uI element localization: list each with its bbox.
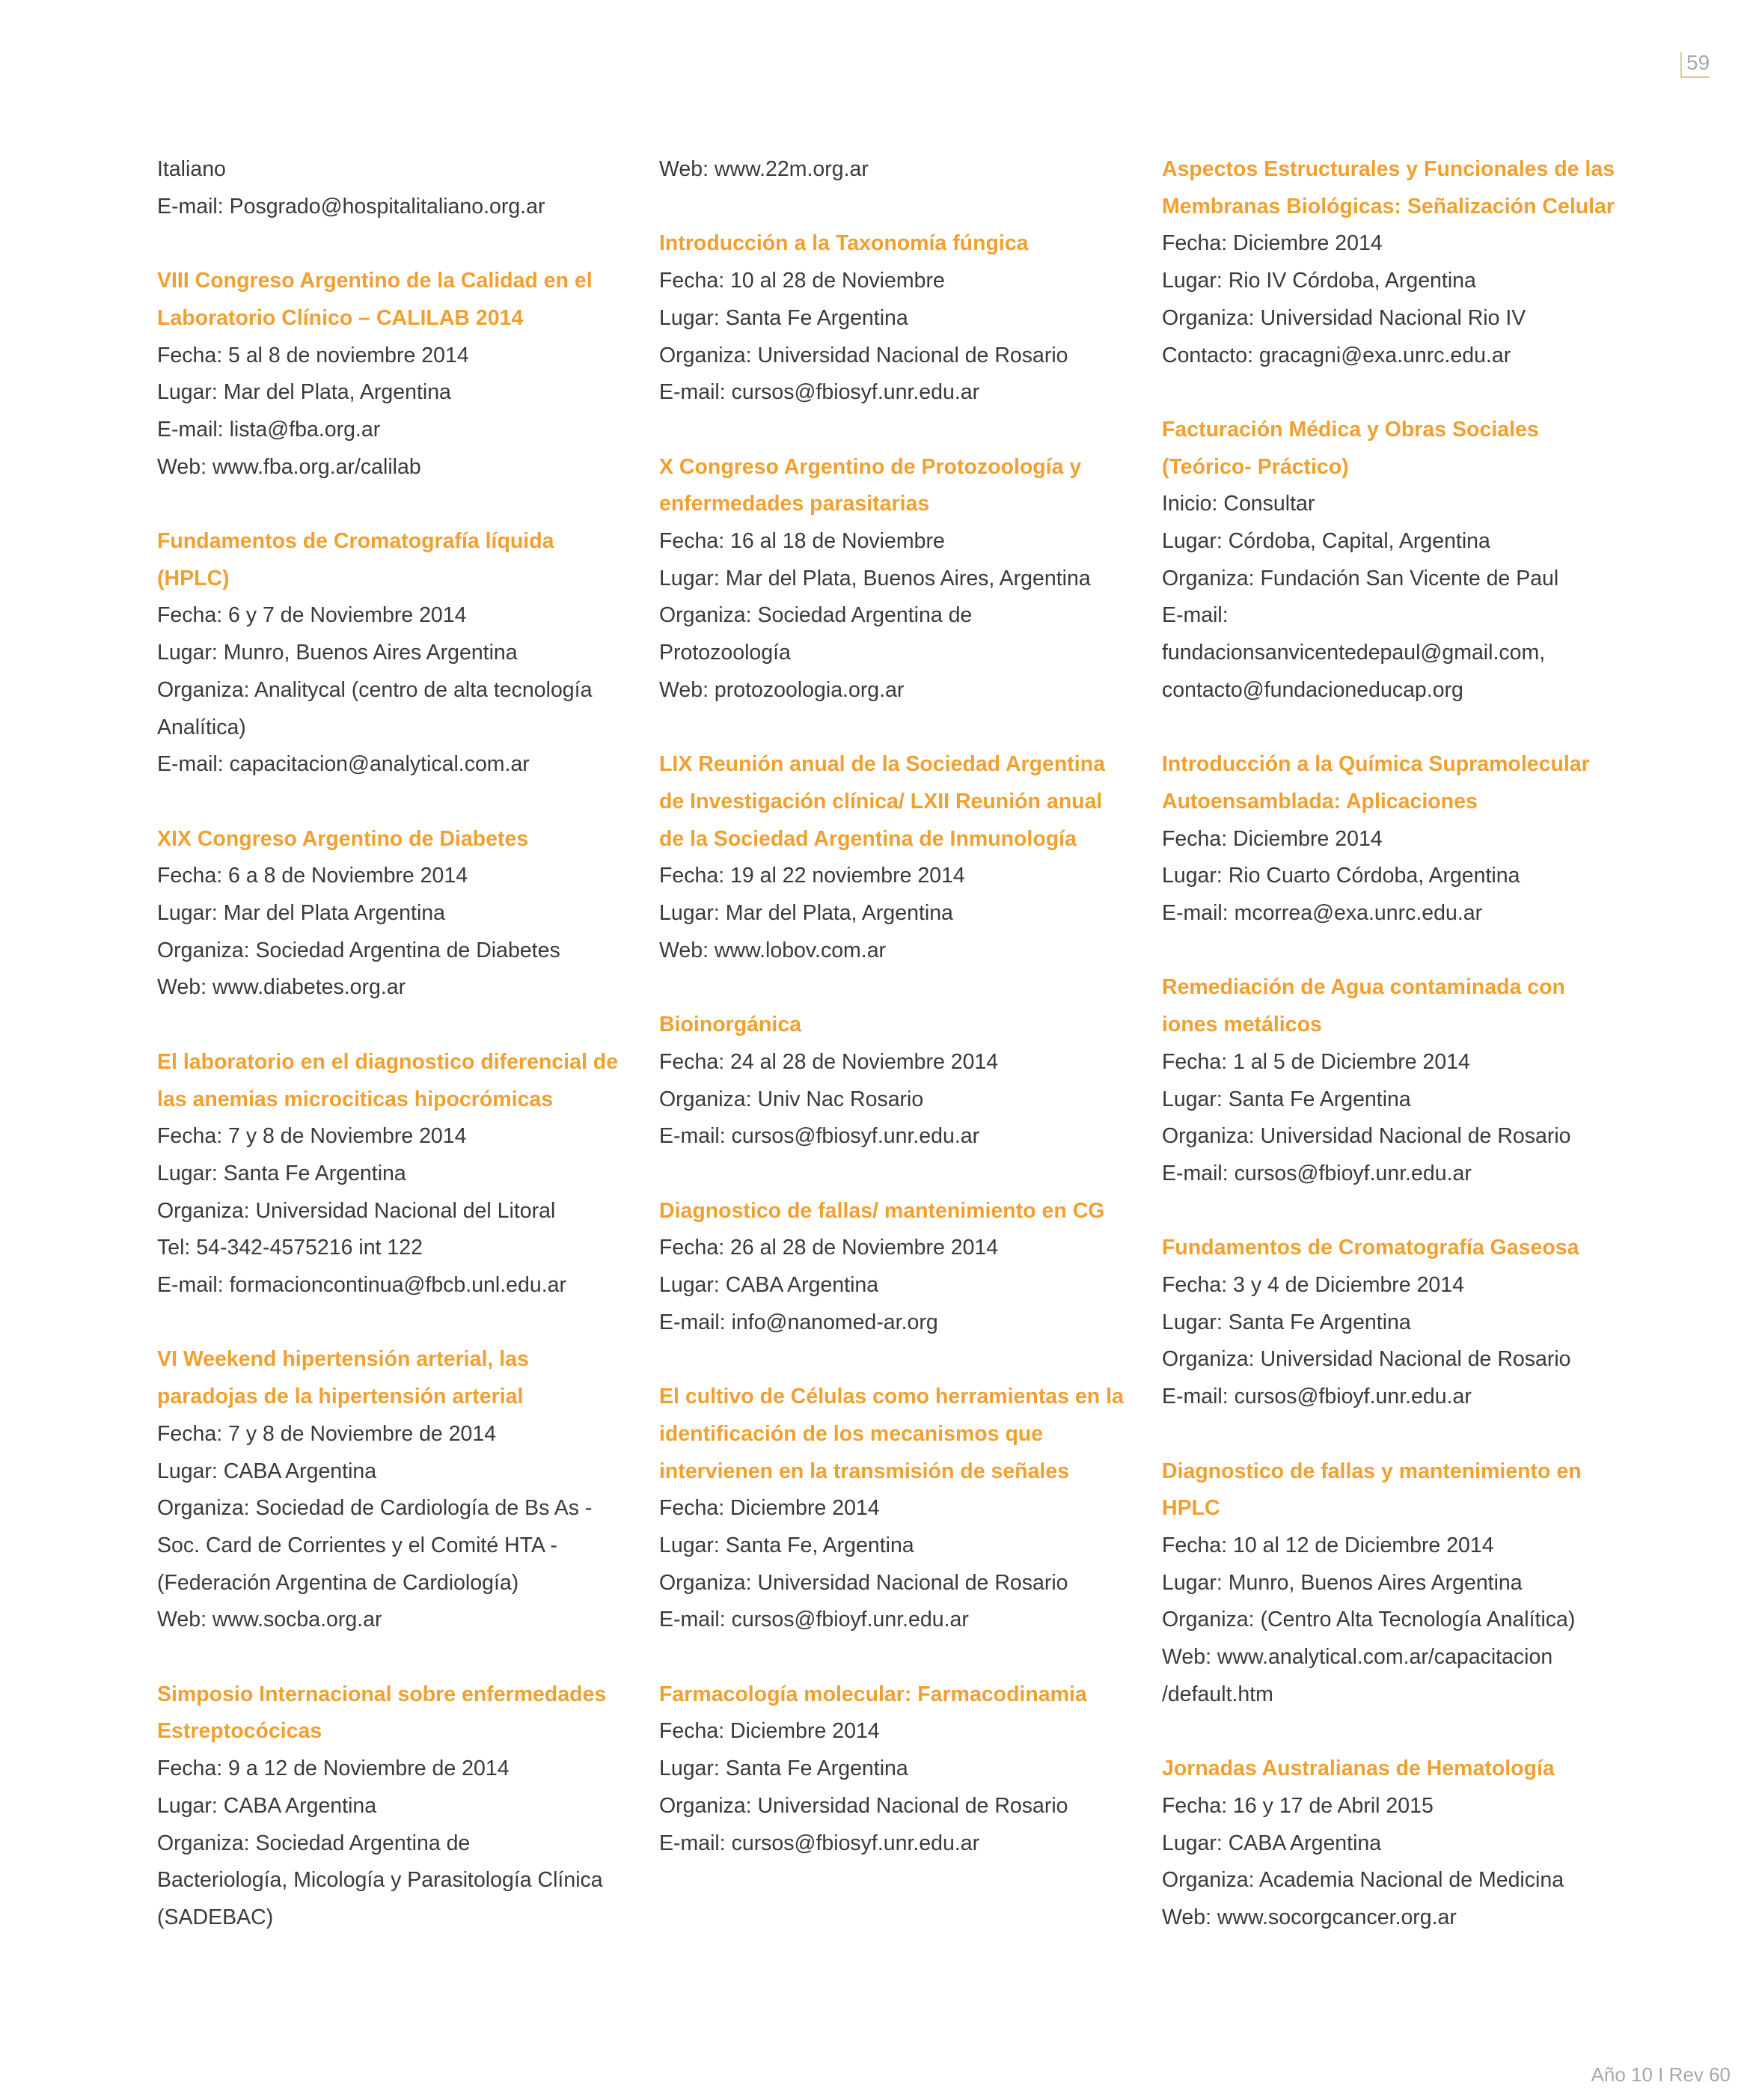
entry-spacer — [157, 486, 606, 523]
event-title-line: Jornadas Australianas de Hematología — [1162, 1756, 1555, 1781]
event-detail-line: (Federación Argentina de Cardiología) — [157, 1570, 519, 1595]
event-detail-line: Web: www.22m.org.ar — [659, 157, 869, 181]
event-detail-line: Fecha: 7 y 8 de Noviembre de 2014 — [157, 1421, 497, 1446]
event-entry — [157, 1676, 606, 1937]
event-entry — [659, 225, 1108, 412]
event-detail-line: Organiza: (Centro Alta Tecnología Analítica) — [1162, 1608, 1576, 1632]
event-title-line: Aspectos Estructurales y Funcionales de las — [1162, 157, 1615, 181]
entry-spacer — [659, 969, 1108, 1007]
event-title-line: Diagnostico de fallas y mantenimiento en — [1162, 1459, 1582, 1483]
entry-spacer — [659, 709, 1108, 747]
issue-footer: Año 10 I Rev 60 — [1591, 2063, 1731, 2086]
event-title-line: Simposio Internacional sobre enfermedades — [157, 1682, 607, 1706]
column-left — [157, 151, 619, 1937]
event-title-line: iones metálicos — [1162, 1013, 1322, 1037]
event-detail-line: Fecha: Diciembre 2014 — [659, 1719, 880, 1744]
event-detail-line: Organiza: Analitycal (centro de alta tecnología — [157, 677, 593, 702]
event-entry — [157, 821, 606, 1007]
event-detail-line: (SADEBAC) — [157, 1905, 274, 1929]
event-entry — [157, 151, 606, 225]
event-entry — [1162, 969, 1611, 1192]
event-title-line: de Investigación clínica/ LXII Reunión anual — [659, 789, 1103, 814]
event-detail-line: Fecha: 16 al 18 de Noviembre — [659, 529, 945, 553]
event-detail-line: E-mail: lista@fba.org.ar — [157, 417, 381, 442]
event-detail-line: E-mail: Posgrado@hospitalitaliano.org.ar — [157, 194, 545, 219]
event-entry — [1162, 1453, 1611, 1714]
event-detail-line: E-mail: cursos@fbiosyf.unr.edu.ar — [659, 380, 980, 405]
entry-spacer — [1162, 1193, 1611, 1230]
event-detail-line: Lugar: Santa Fe Argentina — [1162, 1310, 1411, 1334]
event-detail-line: Analítica) — [157, 715, 246, 739]
event-title-line: (HPLC) — [157, 566, 230, 590]
event-detail-line: Organiza: Sociedad Argentina de — [659, 603, 973, 628]
event-detail-line: Lugar: Munro, Buenos Aires Argentina — [157, 641, 518, 665]
event-title-line: Laboratorio Clínico – CALILAB 2014 — [157, 305, 524, 330]
entry-spacer — [1162, 709, 1611, 747]
event-title-line: paradojas de la hipertensión arterial — [157, 1385, 524, 1409]
event-entry — [157, 1341, 606, 1639]
event-title-line: Estreptocócicas — [157, 1719, 322, 1744]
event-title-line: Membranas Biológicas: Señalización Celular — [1162, 194, 1615, 219]
event-detail-line: Soc. Card de Corrientes y el Comité HTA - — [157, 1533, 557, 1557]
event-detail-line: Organiza: Universidad Nacional de Rosario — [1162, 1124, 1571, 1149]
event-detail-line: Italiano — [157, 157, 226, 181]
event-detail-line: Web: www.socorgcancer.org.ar — [1162, 1905, 1457, 1929]
entry-spacer — [659, 1341, 1108, 1379]
event-detail-line: Lugar: Mar del Plata Argentina — [157, 901, 445, 926]
page-number: 59 — [1680, 52, 1710, 78]
event-entry — [1162, 1230, 1611, 1416]
entry-spacer — [157, 1304, 606, 1342]
event-entry — [1162, 1750, 1611, 1937]
event-entry — [659, 1379, 1124, 1639]
event-detail-line: Fecha: 6 y 7 de Noviembre 2014 — [157, 603, 467, 628]
event-title-line: enfermedades parasitarias — [659, 492, 930, 516]
event-title-line: Fundamentos de Cromatografía líquida — [157, 529, 554, 553]
event-detail-line: Lugar: Santa Fe Argentina — [1162, 1087, 1411, 1111]
event-detail-line: Fecha: 10 al 12 de Diciembre 2014 — [1162, 1533, 1494, 1557]
event-detail-line: Contacto: gracagni@exa.unrc.edu.ar — [1162, 343, 1511, 367]
event-detail-line: Web: www.lobov.com.ar — [659, 938, 887, 962]
entry-spacer — [157, 784, 606, 821]
event-detail-line: Lugar: Santa Fe Argentina — [157, 1161, 406, 1185]
event-detail-line: Fecha: 6 a 8 de Noviembre 2014 — [157, 864, 468, 888]
event-entry — [659, 151, 1108, 189]
event-entry — [157, 1044, 619, 1304]
event-detail-line: Organiza: Universidad Nacional Rio IV — [1162, 305, 1526, 330]
event-detail-line: Protozoología — [659, 641, 791, 665]
event-title-line: Bioinorgánica — [659, 1013, 802, 1037]
event-entry — [157, 263, 606, 486]
event-detail-line: Fecha: 10 al 28 de Noviembre — [659, 269, 945, 293]
entry-spacer — [157, 225, 606, 263]
event-detail-line: Web: protozoologia.org.ar — [659, 677, 905, 702]
event-detail-line: Lugar: Mar del Plata, Argentina — [659, 901, 953, 926]
event-detail-line: Fecha: 24 al 28 de Noviembre 2014 — [659, 1049, 999, 1074]
event-detail-line: E-mail: mcorrea@exa.unrc.edu.ar — [1162, 901, 1483, 926]
event-detail-line: E-mail: cursos@fbioyf.unr.edu.ar — [1162, 1385, 1472, 1409]
event-detail-line: E-mail: capacitacion@analytical.com.ar — [157, 752, 530, 777]
event-title-line: las anemias microciticas hipocrómicas — [157, 1087, 554, 1111]
event-detail-line: Organiza: Universidad Nacional de Rosario — [659, 343, 1068, 367]
event-detail-line: Lugar: Mar del Plata, Argentina — [157, 380, 451, 405]
entry-spacer — [659, 1156, 1108, 1193]
event-entry — [659, 1193, 1108, 1342]
event-entry — [157, 523, 606, 784]
entry-spacer — [1162, 1416, 1611, 1453]
entry-spacer — [659, 1639, 1108, 1676]
event-detail-line: Organiza: Univ Nac Rosario — [659, 1087, 924, 1111]
event-detail-line: Bacteriología, Micología y Parasitología Clínica — [157, 1868, 603, 1893]
event-detail-line: Lugar: Mar del Plata, Buenos Aires, Argentina — [659, 566, 1091, 590]
event-detail-line: Organiza: Universidad Nacional del Litoral — [157, 1198, 556, 1223]
event-detail-line: Organiza: Sociedad Argentina de — [157, 1831, 471, 1855]
event-title-line: HPLC — [1162, 1496, 1220, 1521]
event-detail-line: Organiza: Universidad Nacional de Rosario — [659, 1793, 1068, 1818]
event-title-line: El cultivo de Células como herramientas en la — [659, 1385, 1124, 1409]
event-detail-line: Tel: 54-342-4575216 int 122 — [157, 1236, 423, 1260]
event-entry — [659, 746, 1108, 969]
event-entry — [1162, 746, 1611, 933]
event-detail-line: Lugar: Rio Cuarto Córdoba, Argentina — [1162, 864, 1520, 888]
event-detail-line: E-mail: cursos@fbioyf.unr.edu.ar — [1162, 1161, 1472, 1185]
event-title-line: Autoensamblada: Aplicaciones — [1162, 789, 1478, 814]
event-detail-line: Lugar: CABA Argentina — [659, 1273, 879, 1298]
event-detail-line: Web: www.analytical.com.ar/capacitacion — [1162, 1645, 1553, 1670]
event-detail-line: Web: www.diabetes.org.ar — [157, 975, 406, 1000]
event-detail-line: Fecha: Diciembre 2014 — [1162, 231, 1383, 256]
entry-spacer — [1162, 933, 1611, 970]
entry-spacer — [659, 189, 1108, 226]
event-title-line: Fundamentos de Cromatografía Gaseosa — [1162, 1236, 1579, 1260]
event-title-line: de la Sociedad Argentina de Inmunología — [659, 826, 1077, 851]
event-title-line: Introducción a la Química Supramolecular — [1162, 752, 1590, 777]
event-detail-line: Lugar: CABA Argentina — [1162, 1831, 1382, 1855]
event-detail-line: /default.htm — [1162, 1682, 1273, 1706]
event-title-line: Facturación Médica y Obras Sociales — [1162, 417, 1539, 442]
event-title-line: Remediación de Agua contaminada con — [1162, 975, 1565, 1000]
event-detail-line: Organiza: Fundación San Vicente de Paul — [1162, 566, 1559, 590]
event-detail-line: Lugar: Rio IV Córdoba, Argentina — [1162, 269, 1476, 293]
event-detail-line: E-mail: cursos@fbiosyf.unr.edu.ar — [659, 1124, 980, 1149]
event-title-line: identificación de los mecanismos que — [659, 1421, 1044, 1446]
event-detail-line: Organiza: Sociedad de Cardiología de Bs As - — [157, 1496, 593, 1521]
event-detail-line: Lugar: Santa Fe, Argentina — [659, 1533, 914, 1557]
event-detail-line: Web: www.socba.org.ar — [157, 1608, 382, 1632]
event-detail-line: Organiza: Universidad Nacional de Rosario — [1162, 1347, 1571, 1372]
event-detail-line: Fecha: 7 y 8 de Noviembre 2014 — [157, 1124, 467, 1149]
event-detail-line: E-mail: cursos@fbiosyf.unr.edu.ar — [659, 1831, 980, 1855]
event-detail-line: Fecha: 16 y 17 de Abril 2015 — [1162, 1793, 1434, 1818]
event-detail-line: Fecha: 19 al 22 noviembre 2014 — [659, 864, 965, 888]
event-title-line: VIII Congreso Argentino de la Calidad en el — [157, 269, 593, 293]
event-detail-line: Lugar: CABA Argentina — [157, 1793, 377, 1818]
column-right — [1162, 151, 1615, 1937]
event-title-line: LIX Reunión anual de la Sociedad Argentina — [659, 752, 1105, 777]
event-detail-line: Fecha: 26 al 28 de Noviembre 2014 — [659, 1236, 999, 1260]
entry-spacer — [157, 1007, 606, 1044]
event-title-line: X Congreso Argentino de Protozoología y — [659, 454, 1082, 479]
event-detail-line: Lugar: Córdoba, Capital, Argentina — [1162, 529, 1490, 554]
event-detail-line: contacto@fundacioneducap.org — [1162, 677, 1463, 702]
event-detail-line: E-mail: — [1162, 603, 1229, 628]
entry-spacer — [1162, 374, 1611, 412]
event-entry — [659, 449, 1108, 709]
event-detail-line: Fecha: 3 y 4 de Diciembre 2014 — [1162, 1273, 1464, 1298]
event-entry — [659, 1676, 1108, 1863]
event-detail-line: fundacionsanvicentedepaul@gmail.com, — [1162, 641, 1546, 665]
event-entry — [1162, 151, 1615, 374]
event-detail-line: E-mail: info@nanomed-ar.org — [659, 1310, 938, 1334]
event-detail-line: Fecha: 5 al 8 de noviembre 2014 — [157, 343, 469, 367]
event-title-line: Introducción a la Taxonomía fúngica — [659, 231, 1029, 256]
event-detail-line: Organiza: Sociedad Argentina de Diabetes — [157, 938, 560, 962]
entry-spacer — [1162, 1713, 1611, 1750]
event-detail-line: Lugar: Munro, Buenos Aires Argentina — [1162, 1570, 1523, 1595]
entry-spacer — [157, 1639, 606, 1676]
event-detail-line: E-mail: cursos@fbioyf.unr.edu.ar — [659, 1608, 969, 1632]
event-title-line: El laboratorio en el diagnostico diferencial de — [157, 1049, 619, 1074]
event-detail-line: Inicio: Consultar — [1162, 492, 1315, 516]
event-detail-line: Web: www.fba.org.ar/calilab — [157, 454, 421, 479]
event-detail-line: Fecha: Diciembre 2014 — [1162, 826, 1383, 851]
event-detail-line: Lugar: CABA Argentina — [157, 1459, 377, 1483]
event-detail-line: E-mail: formacioncontinua@fbcb.unl.edu.ar — [157, 1273, 566, 1298]
event-detail-line: Fecha: 9 a 12 de Noviembre de 2014 — [157, 1756, 510, 1781]
event-title-line: intervienen en la transmisión de señales — [659, 1459, 1070, 1483]
event-detail-line: Organiza: Universidad Nacional de Rosario — [659, 1570, 1068, 1595]
event-title-line: Farmacología molecular: Farmacodinamia — [659, 1682, 1087, 1706]
event-detail-line: Organiza: Academia Nacional de Medicina — [1162, 1868, 1564, 1893]
entry-spacer — [659, 412, 1108, 449]
column-middle — [659, 151, 1124, 1862]
event-detail-line: Lugar: Santa Fe Argentina — [659, 1756, 908, 1781]
event-entry — [659, 1007, 1108, 1156]
event-entry — [1162, 412, 1611, 709]
event-detail-line: Lugar: Santa Fe Argentina — [659, 305, 908, 330]
event-title-line: VI Weekend hipertensión arterial, las — [157, 1347, 529, 1372]
event-detail-line: Fecha: 1 al 5 de Diciembre 2014 — [1162, 1049, 1470, 1074]
event-title-line: XIX Congreso Argentino de Diabetes — [157, 826, 529, 851]
event-title-line: (Teórico- Práctico) — [1162, 454, 1349, 479]
event-title-line: Diagnostico de fallas/ mantenimiento en CG — [659, 1198, 1105, 1223]
event-detail-line: Fecha: Diciembre 2014 — [659, 1496, 880, 1521]
